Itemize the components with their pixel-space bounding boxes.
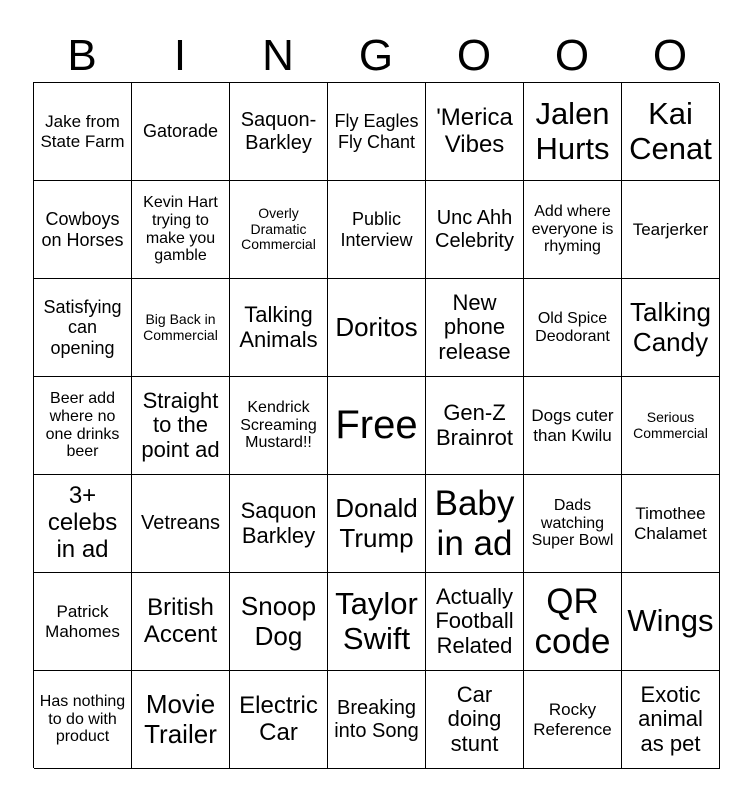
- cell-text: Snoop Dog: [240, 591, 317, 651]
- header-letter: O: [554, 31, 590, 80]
- cell-text: Gatorade: [142, 121, 219, 142]
- cell-text: Beer add where no one drinks beer: [45, 389, 120, 461]
- cell-text: Cowboys on Horses: [41, 209, 124, 250]
- bingo-cell[interactable]: [622, 181, 720, 279]
- bingo-cell[interactable]: [426, 475, 524, 573]
- bingo-cell[interactable]: [524, 573, 622, 671]
- cell-text: Talking Animals: [239, 301, 318, 352]
- cell-text: Actually Football Related: [435, 583, 514, 658]
- bingo-cell[interactable]: [132, 573, 230, 671]
- cell-text: British Accent: [143, 593, 218, 648]
- cell-text: Free: [335, 403, 418, 448]
- bingo-cell[interactable]: [426, 671, 524, 769]
- bingo-cell[interactable]: [328, 181, 426, 279]
- bingo-cell[interactable]: [622, 573, 720, 671]
- bingo-cell[interactable]: [132, 671, 230, 769]
- cell-text: Vetreans: [141, 512, 220, 535]
- free-cell[interactable]: [328, 377, 426, 475]
- cell-text: Kendrick Screaming Mustard!!: [240, 398, 317, 452]
- header-letter: N: [262, 31, 294, 80]
- bingo-cell[interactable]: [34, 83, 132, 181]
- cell-text: Has nothing to do with product: [39, 692, 126, 746]
- cell-text: Gen-Z Brainrot: [435, 399, 514, 450]
- cell-text: Exotic animal as pet: [638, 681, 703, 756]
- bingo-cell[interactable]: [34, 671, 132, 769]
- header-letter: B: [67, 31, 97, 80]
- bingo-grid: [33, 82, 719, 768]
- bingo-cell[interactable]: [34, 279, 132, 377]
- cell-text: Doritos: [335, 311, 418, 342]
- cell-text: Overly Dramatic Commercial: [241, 204, 316, 253]
- bingo-cell[interactable]: [328, 475, 426, 573]
- bingo-cell[interactable]: [524, 83, 622, 181]
- bingo-cell[interactable]: [524, 279, 622, 377]
- cell-text: Jalen Hurts: [535, 95, 610, 166]
- cell-text: Electric Car: [239, 691, 318, 746]
- cell-text: Wings: [627, 603, 714, 639]
- bingo-cell[interactable]: [524, 475, 622, 573]
- bingo-cell[interactable]: [132, 83, 230, 181]
- cell-text: Donald Trump: [335, 493, 418, 553]
- bingo-cell[interactable]: [426, 573, 524, 671]
- bingo-header: [33, 30, 719, 82]
- bingo-cell[interactable]: [622, 83, 720, 181]
- bingo-cell[interactable]: [34, 377, 132, 475]
- bingo-cell[interactable]: [328, 573, 426, 671]
- bingo-cell[interactable]: [132, 181, 230, 279]
- cell-text: Straight to the point ad: [141, 387, 220, 462]
- bingo-cell[interactable]: [230, 573, 328, 671]
- cell-text: Tearjerker: [632, 219, 709, 239]
- cell-text: Saquon-Barkley: [240, 109, 317, 154]
- bingo-cell[interactable]: [524, 377, 622, 475]
- bingo-cell[interactable]: [34, 475, 132, 573]
- bingo-cell[interactable]: [426, 377, 524, 475]
- header-letter: O: [456, 31, 492, 80]
- bingo-cell[interactable]: [132, 279, 230, 377]
- cell-text: Kevin Hart trying to make you gamble: [143, 193, 218, 265]
- bingo-cell[interactable]: [328, 83, 426, 181]
- cell-text: 3+ celebs in ad: [47, 482, 118, 563]
- bingo-cell[interactable]: [622, 475, 720, 573]
- cell-text: Rocky Reference: [533, 700, 612, 739]
- bingo-cell[interactable]: [34, 181, 132, 279]
- bingo-cell[interactable]: [622, 671, 720, 769]
- cell-text: Unc Ahh Celebrity: [435, 207, 514, 252]
- bingo-cell[interactable]: [34, 573, 132, 671]
- cell-text: Talking Candy: [630, 297, 711, 357]
- bingo-cell[interactable]: [524, 671, 622, 769]
- cell-text: Timothee Chalamet: [634, 504, 707, 543]
- cell-text: 'Merica Vibes: [436, 103, 513, 158]
- header-letter: O: [652, 31, 688, 80]
- cell-text: New phone release: [438, 289, 511, 364]
- cell-text: Saquon Barkley: [240, 497, 317, 548]
- cell-text: Fly Eagles Fly Chant: [334, 111, 419, 152]
- bingo-cell[interactable]: [426, 83, 524, 181]
- cell-text: QR code: [534, 582, 611, 661]
- bingo-cell[interactable]: [230, 671, 328, 769]
- cell-text: Kai Cenat: [629, 95, 712, 166]
- bingo-cell[interactable]: [328, 671, 426, 769]
- cell-text: Serious Commercial: [633, 408, 708, 441]
- cell-text: Big Back in Commercial: [143, 310, 218, 343]
- cell-text: Dogs cuter than Kwilu: [531, 406, 614, 445]
- bingo-cell[interactable]: [230, 377, 328, 475]
- bingo-cell[interactable]: [230, 279, 328, 377]
- cell-text: Baby in ad: [434, 484, 515, 563]
- bingo-cell[interactable]: [230, 181, 328, 279]
- bingo-cell[interactable]: [230, 475, 328, 573]
- bingo-cell[interactable]: [524, 181, 622, 279]
- cell-text: Patrick Mahomes: [45, 602, 120, 641]
- cell-text: Dads watching Super Bowl: [531, 496, 614, 550]
- bingo-cell[interactable]: [622, 279, 720, 377]
- bingo-cell[interactable]: [622, 377, 720, 475]
- bingo-cell[interactable]: [132, 475, 230, 573]
- cell-text: Public Interview: [340, 209, 413, 250]
- cell-text: Car doing stunt: [447, 681, 502, 756]
- bingo-cell[interactable]: [132, 377, 230, 475]
- header-letter: I: [173, 31, 187, 80]
- header-letter: G: [358, 31, 394, 80]
- cell-text: Breaking into Song: [334, 697, 419, 742]
- bingo-cell[interactable]: [426, 279, 524, 377]
- bingo-cell[interactable]: [230, 83, 328, 181]
- bingo-cell[interactable]: [426, 181, 524, 279]
- cell-text: Old Spice Deodorant: [535, 309, 610, 345]
- cell-text: Add where everyone is rhyming: [531, 202, 614, 256]
- bingo-cell[interactable]: [328, 279, 426, 377]
- cell-text: Jake from State Farm: [40, 112, 125, 151]
- cell-text: Taylor Swift: [335, 585, 418, 656]
- cell-text: Satisfying can opening: [43, 297, 122, 358]
- cell-text: Movie Trailer: [144, 689, 217, 749]
